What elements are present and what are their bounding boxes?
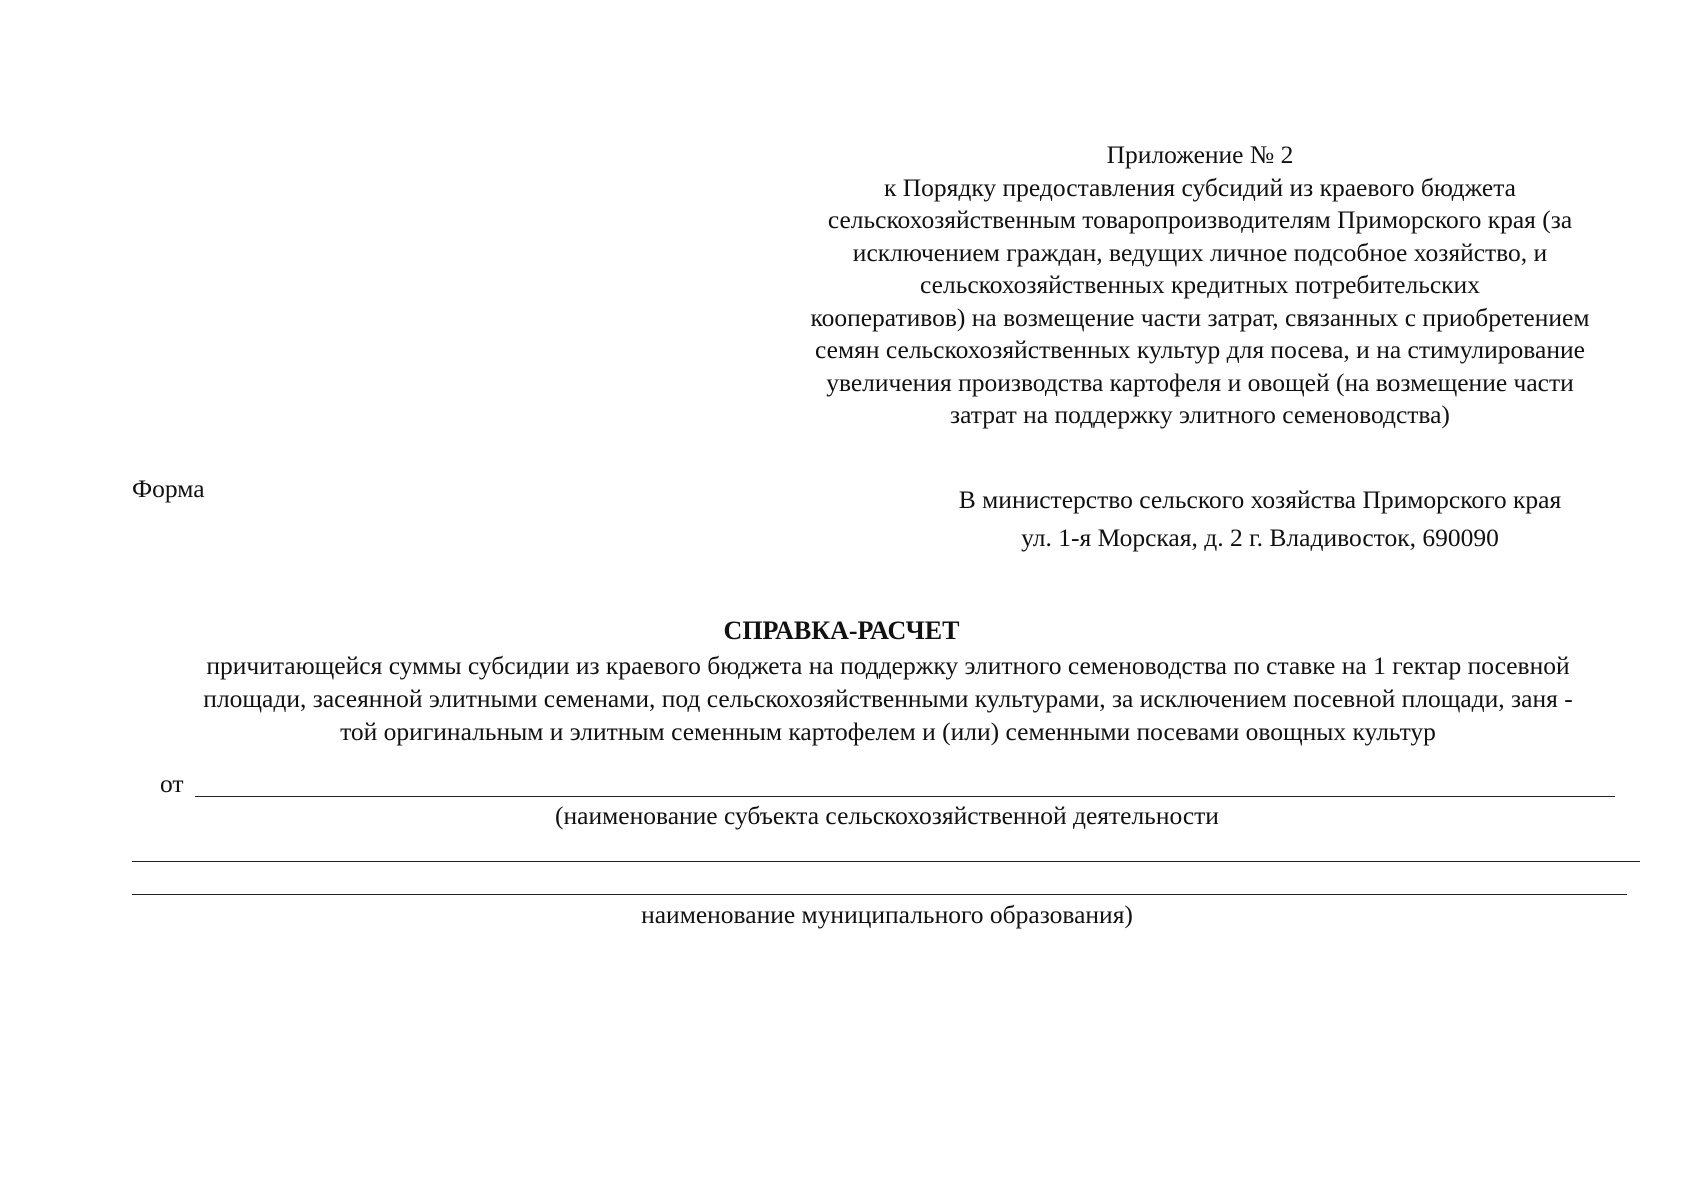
recipient-address [900, 481, 1620, 557]
entity-name-line[interactable] [195, 796, 1615, 797]
appendix-line: исключением граждан, ведущих личное подсобное хозяйство, и [852, 237, 1548, 267]
subtitle-line: площади, засеянной элитными семенами, под сельскохозяйственными культурами, за исключением посевной площади, заня - [203, 684, 1573, 713]
recipient-street: ул. 1-я Морская, д. 2 г. Владивосток, 690090 [1021, 523, 1499, 552]
subtitle-line: причитающейся суммы субсидии из краевого бюджета на поддержку элитного семеноводства по ставке на 1 гектар посевной [206, 651, 1570, 680]
appendix-line: кооперативов) на возмещение части затрат, связанных с приобретением [810, 302, 1590, 332]
from-label: от [160, 769, 184, 798]
appendix-header [770, 139, 1630, 432]
appendix-line: сельскохозяйственных кредитных потребительских [920, 270, 1480, 299]
appendix-line: затрат на поддержку элитного семеноводства) [950, 400, 1450, 429]
appendix-line: сельскохозяйственным товаропроизводителям Приморского края (за [827, 205, 1573, 234]
appendix-line: Приложение № 2 [1106, 140, 1294, 169]
appendix-line: к Порядку предоставления субсидий из краевого бюджета [884, 172, 1516, 202]
form-label: Форма [132, 474, 205, 503]
municipality-caption: наименование муниципального образования) [641, 900, 1133, 929]
entity-name-line-2[interactable] [132, 861, 1640, 862]
recipient-name: В министерство сельского хозяйства Приморского края [958, 485, 1562, 514]
municipality-name-line[interactable] [132, 894, 1627, 895]
appendix-line: семян сельскохозяйственных культур для посева, и на стимулирование [815, 335, 1585, 364]
document-subtitle [128, 649, 1648, 748]
document-title: СПРАВКА-РАСЧЕТ [723, 616, 960, 645]
entity-name-caption: (наименование субъекта сельскохозяйственной деятельности [555, 801, 1219, 830]
subtitle-line: той оригинальным и элитным семенным картофелем и (или) семенными посевами овощных культур [340, 717, 1436, 746]
appendix-line: увеличения производства картофеля и овощей (на возмещение части [826, 367, 1574, 397]
